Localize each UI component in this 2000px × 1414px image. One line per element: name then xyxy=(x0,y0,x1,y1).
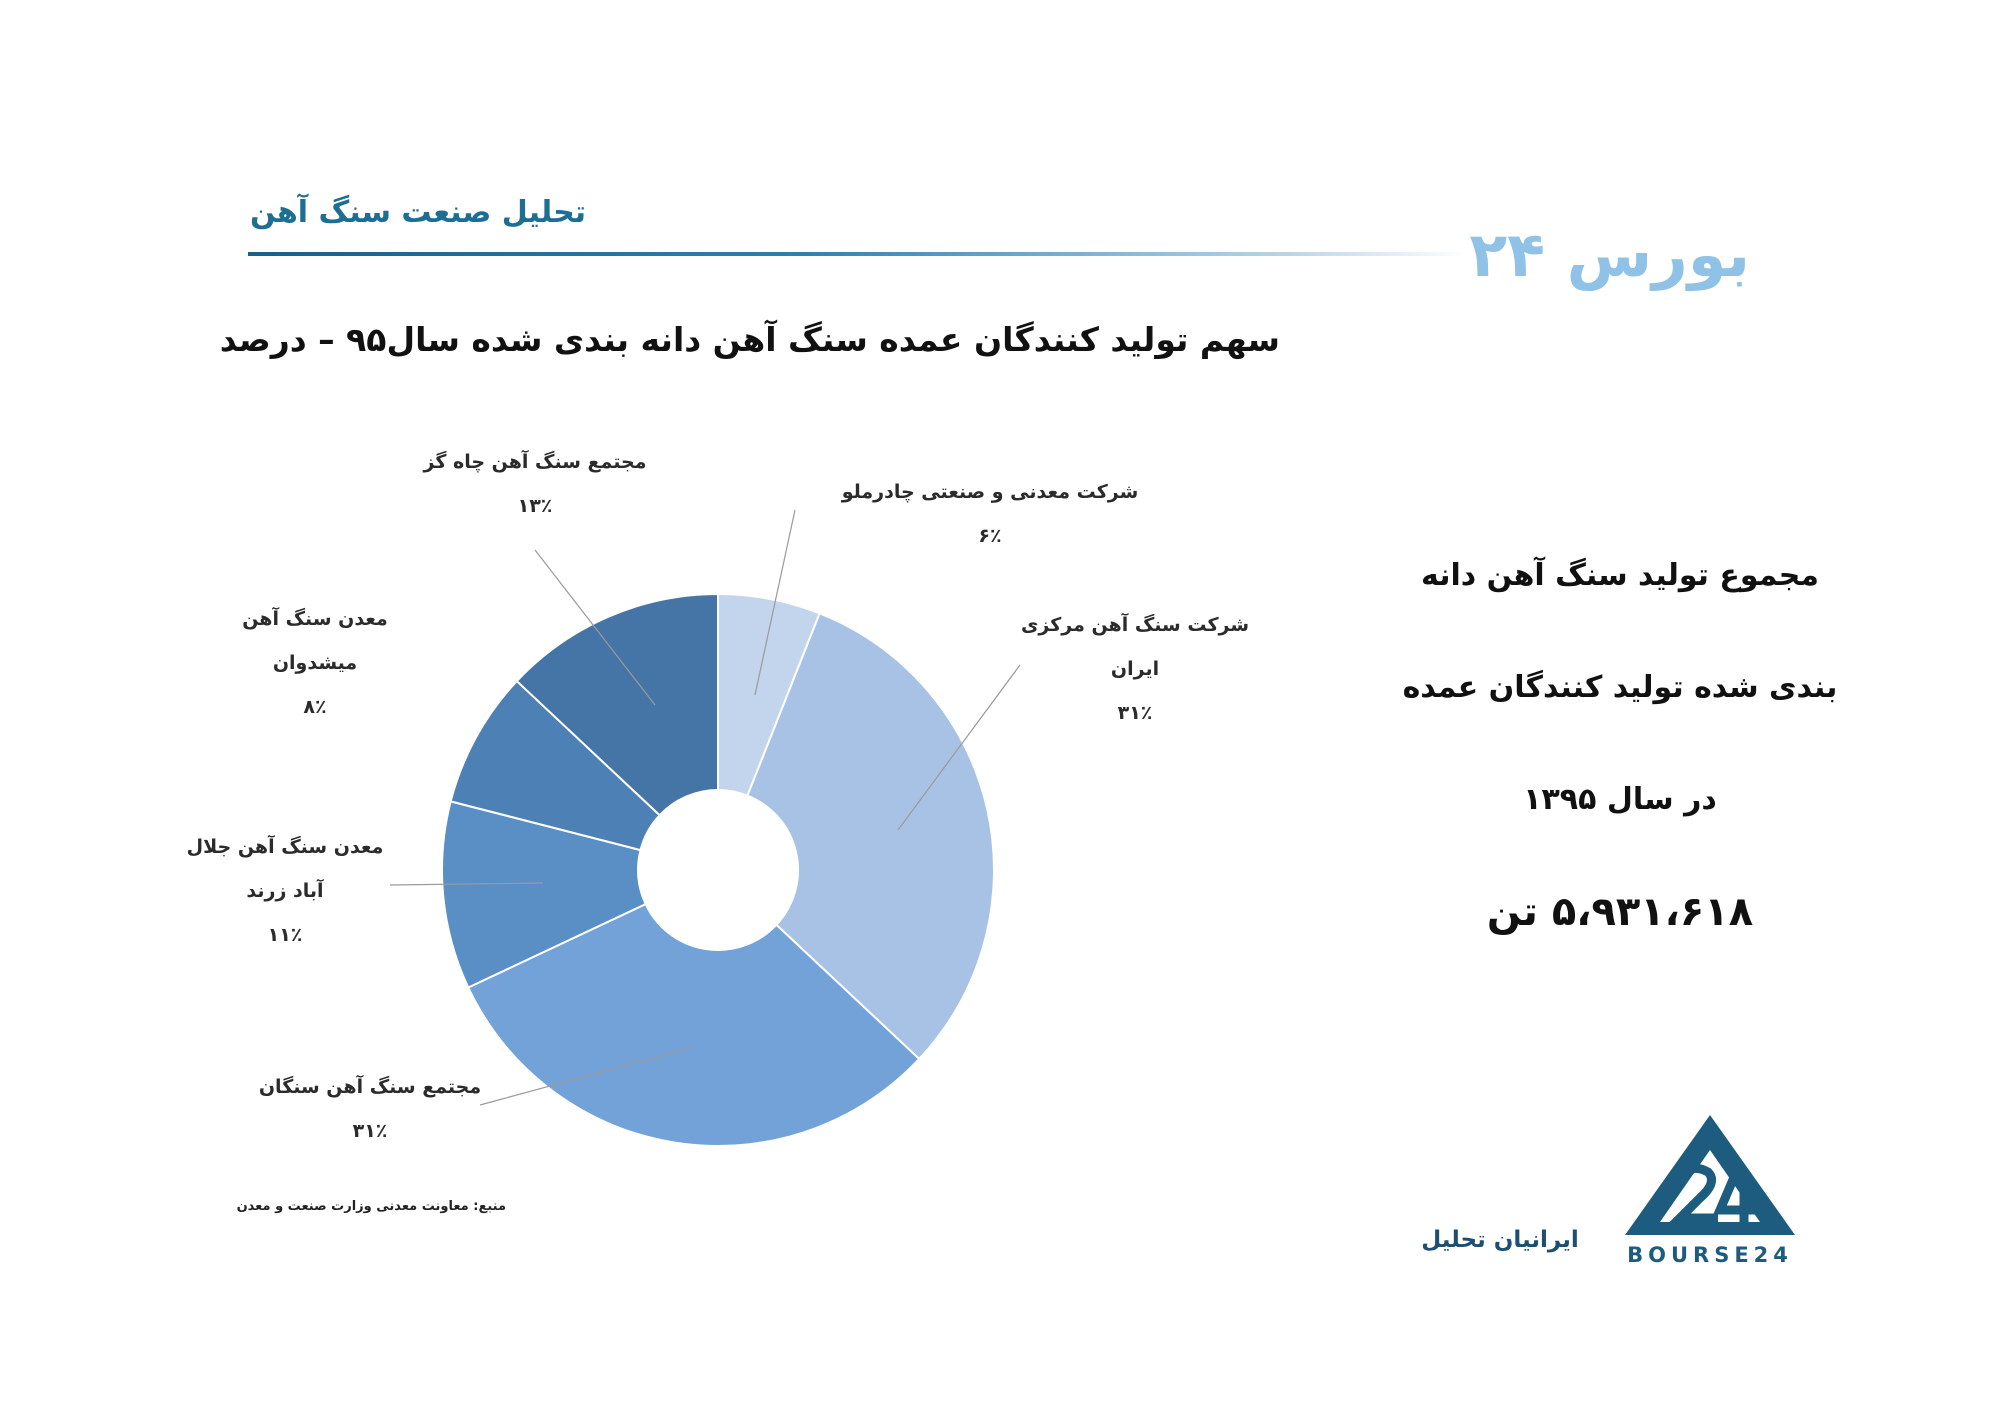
company-name: ایرانیان تحلیل xyxy=(1421,1227,1579,1253)
summary-total: ۵،۹۳۱،۶۱۸ تن xyxy=(1486,889,1754,935)
summary-line-1: مجموع تولید سنگ آهن دانه xyxy=(1421,558,1819,593)
label-chahgaz-pct: ۱۳٪ xyxy=(517,495,553,517)
label-chadormalu-name: شرکت معدنی و صنعتی چادرملو xyxy=(841,481,1139,503)
label-mishdovan-name: معدن سنگ آهن xyxy=(242,608,388,630)
label-sangan-pct: ۳۱٪ xyxy=(352,1120,388,1142)
brand-wordmark: بورس ۲۴ xyxy=(1469,218,1750,291)
label-mishdovan-pct: ۸٪ xyxy=(303,696,327,718)
report-section-title: تحلیل صنعت سنگ آهن xyxy=(250,195,586,230)
summary-line-3: در سال ۱۳۹۵ xyxy=(1523,782,1717,817)
label-jalalabad-pct: ۱۱٪ xyxy=(267,924,303,946)
bourse24-logo-text: BOURSE24 xyxy=(1627,1243,1793,1267)
label-sangan-name: مجتمع سنگ آهن سنگان xyxy=(258,1076,482,1098)
source-note: منبع: معاونت معدنی وزارت صنعت و معدن xyxy=(236,1199,506,1214)
label-markazi-pct: ۳۱٪ xyxy=(1117,702,1153,724)
label-sangan xyxy=(255,1065,485,1153)
chart-title: سهم تولید کنندگان عمده سنگ آهن دانه بندی شده سال۹۵ – درصد xyxy=(219,320,1280,359)
production-summary xyxy=(1380,520,1860,940)
label-chahgaz-name: مجتمع سنگ آهن چاه گز xyxy=(423,451,647,473)
label-mishdovan-name2: میشدوان xyxy=(272,652,358,674)
label-chahgaz xyxy=(410,440,660,528)
bourse24-logo-icon xyxy=(1620,1110,1800,1240)
label-markazi xyxy=(1020,603,1250,735)
label-mishdovan xyxy=(230,597,400,729)
label-jalalabad-name: معدن سنگ آهن جلال xyxy=(186,836,384,858)
label-jalalabad-name2: آباد زرند xyxy=(246,880,324,902)
summary-line-2: بندی شده تولید کنندگان عمده xyxy=(1402,670,1838,705)
label-chadormalu-pct: ۶٪ xyxy=(978,525,1002,547)
label-jalalabad xyxy=(180,825,390,957)
label-markazi-name: شرکت سنگ آهن مرکزی xyxy=(1020,614,1250,636)
label-chadormalu xyxy=(840,470,1140,558)
label-markazi-name2: ایران xyxy=(1110,658,1160,680)
